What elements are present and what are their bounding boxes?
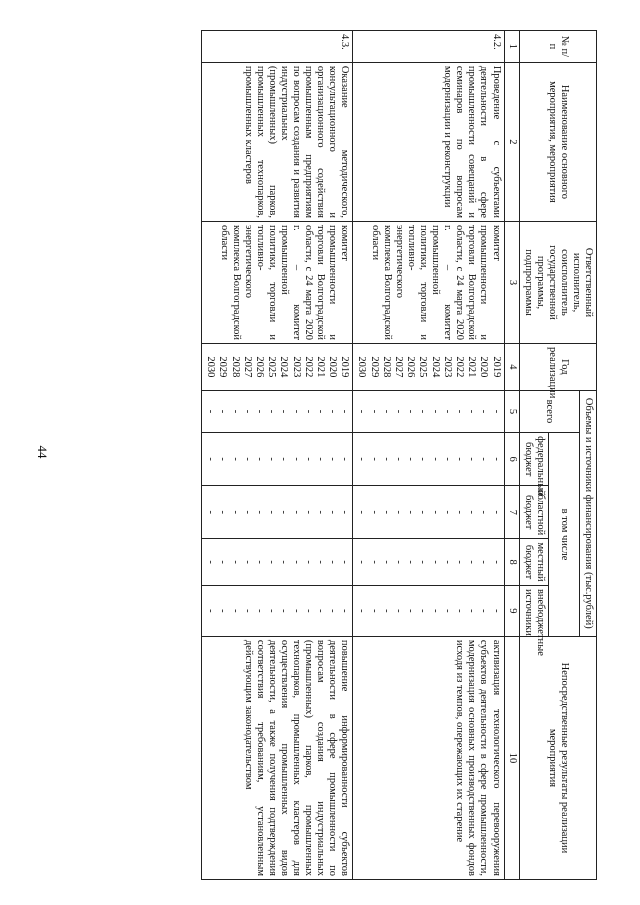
- finance-dash: -: [490, 457, 502, 461]
- finance-dash: -: [356, 510, 368, 514]
- finance-dash: -: [327, 609, 339, 613]
- finance-dash: -: [441, 409, 453, 414]
- col-number: 3: [504, 222, 519, 344]
- year-value: 2025: [417, 356, 429, 378]
- finance-dash: -: [290, 409, 302, 414]
- finance-dash: -: [454, 409, 465, 414]
- finance-dash: -: [429, 560, 441, 564]
- header-incl: в том числе: [548, 433, 579, 637]
- finance-dash: -: [217, 560, 229, 564]
- year-value: 2027: [241, 356, 253, 378]
- finance-dash: -: [380, 409, 392, 414]
- finance-dash: -: [205, 560, 217, 564]
- finance-dash: -: [241, 609, 253, 613]
- finance-dash: -: [241, 560, 253, 564]
- finance-dash: -: [314, 609, 326, 613]
- header-year: Год реализации: [519, 344, 596, 391]
- finance-values: [353, 585, 504, 636]
- year-value: 2020: [478, 356, 490, 378]
- year-value: 2021: [466, 356, 478, 378]
- finance-dash: -: [356, 409, 368, 414]
- finance-dash: -: [368, 560, 380, 564]
- finance-dash: -: [393, 609, 405, 613]
- finance-dash: -: [356, 560, 368, 564]
- col-number: 6: [504, 433, 519, 486]
- finance-dash: -: [490, 609, 502, 613]
- finance-dash: -: [302, 560, 314, 564]
- finance-dash: -: [254, 409, 265, 414]
- finance-dash: -: [405, 409, 417, 414]
- finance-dash: -: [454, 560, 465, 564]
- row-number: 4.2.: [353, 31, 504, 63]
- year-value: 2030: [356, 356, 368, 378]
- finance-dash: -: [478, 457, 490, 461]
- finance-dash: -: [241, 409, 253, 414]
- finance-dash: -: [478, 560, 490, 564]
- finance-dash: -: [478, 609, 490, 613]
- finance-dash: -: [266, 510, 278, 514]
- finance-dash: -: [254, 457, 265, 461]
- col-number: 7: [504, 486, 519, 539]
- year-value: 2024: [278, 356, 290, 378]
- column-number-row: [504, 31, 519, 880]
- finance-dash: -: [393, 457, 405, 461]
- finance-values: [353, 433, 504, 486]
- finance-dash: -: [368, 409, 380, 414]
- page-number: 44: [35, 445, 50, 459]
- finance-dash: -: [266, 609, 278, 613]
- finance-dash: -: [254, 560, 265, 564]
- row-years: [353, 344, 504, 391]
- finance-dash: -: [466, 609, 478, 613]
- finance-values: [202, 539, 353, 586]
- finance-dash: -: [405, 609, 417, 613]
- finance-dash: -: [339, 560, 351, 564]
- finance-dash: -: [302, 457, 314, 461]
- finance-dash: -: [429, 457, 441, 461]
- finance-dash: -: [356, 609, 368, 613]
- col-number: 10: [504, 636, 519, 879]
- finance-dash: -: [278, 409, 290, 414]
- year-value: 2023: [441, 356, 453, 378]
- finance-dash: -: [368, 457, 380, 461]
- header-regional: областной бюджет: [519, 486, 548, 539]
- rotated-table-container: [87, 30, 597, 880]
- year-value: 2028: [229, 356, 241, 378]
- finance-dash: -: [229, 560, 241, 564]
- table-row: [353, 31, 504, 880]
- finance-dash: -: [290, 510, 302, 514]
- finance-dash: -: [205, 510, 217, 514]
- finance-dash: -: [466, 510, 478, 514]
- finance-values: [202, 486, 353, 539]
- header-responsible: Ответственный исполнитель, соисполнитель государственной программы, подпрограммы: [519, 222, 596, 344]
- finance-dash: -: [314, 409, 326, 414]
- finance-dash: -: [278, 560, 290, 564]
- header-federal: федеральный бюджет: [519, 433, 548, 486]
- finance-dash: -: [339, 609, 351, 613]
- finance-dash: -: [217, 510, 229, 514]
- year-value: 2027: [393, 356, 405, 378]
- col-number: 1: [504, 31, 519, 63]
- finance-dash: -: [205, 609, 217, 613]
- finance-values: [353, 539, 504, 586]
- finance-dash: -: [314, 560, 326, 564]
- finance-dash: -: [441, 457, 453, 461]
- header-extra: внебюджетные источники: [519, 585, 548, 636]
- finance-dash: -: [339, 510, 351, 514]
- col-number: 9: [504, 585, 519, 636]
- finance-dash: -: [368, 510, 380, 514]
- finance-dash: -: [290, 560, 302, 564]
- year-value: 2029: [368, 356, 380, 378]
- col-number: 5: [504, 390, 519, 432]
- finance-values: [202, 585, 353, 636]
- finance-dash: -: [368, 609, 380, 613]
- finance-dash: -: [417, 510, 429, 514]
- finance-dash: -: [278, 609, 290, 613]
- row-result: активизация технологического перевооружения субъектов деятельности в сфере промышленности, модернизация основных производственных фондов исходя из темпов, опережающих их старение: [353, 636, 504, 879]
- finance-dash: -: [490, 560, 502, 564]
- year-value: 2023: [290, 356, 302, 378]
- finance-values: [353, 486, 504, 539]
- finance-dash: -: [290, 457, 302, 461]
- finance-dash: -: [478, 510, 490, 514]
- finance-dash: -: [393, 409, 405, 414]
- finance-dash: -: [429, 409, 441, 414]
- finance-values: [202, 433, 353, 486]
- finance-dash: -: [490, 409, 502, 414]
- finance-dash: -: [417, 457, 429, 461]
- col-number: 4: [504, 344, 519, 391]
- year-value: 2026: [254, 356, 265, 378]
- finance-dash: -: [405, 560, 417, 564]
- finance-dash: -: [302, 510, 314, 514]
- finance-dash: -: [466, 409, 478, 414]
- finance-dash: -: [229, 510, 241, 514]
- finance-dash: -: [466, 457, 478, 461]
- finance-dash: -: [278, 510, 290, 514]
- finance-dash: -: [417, 560, 429, 564]
- col-number: 2: [504, 62, 519, 221]
- finance-dash: -: [205, 409, 217, 414]
- year-value: 2019: [490, 356, 502, 378]
- finance-dash: -: [327, 457, 339, 461]
- finance-dash: -: [254, 609, 265, 613]
- finance-dash: -: [302, 609, 314, 613]
- year-value: 2019: [339, 356, 351, 378]
- header-total: всего: [519, 390, 579, 432]
- finance-dash: -: [229, 609, 241, 613]
- finance-dash: -: [380, 560, 392, 564]
- header-local: местный бюджет: [519, 539, 548, 586]
- finance-dash: -: [441, 510, 453, 514]
- finance-dash: -: [241, 457, 253, 461]
- finance-dash: -: [278, 457, 290, 461]
- finance-dash: -: [441, 560, 453, 564]
- year-value: 2022: [302, 356, 314, 378]
- year-value: 2028: [380, 356, 392, 378]
- finance-dash: -: [490, 510, 502, 514]
- header-name: Наименование основного мероприятия, мероприятия: [519, 62, 596, 221]
- row-name: Проведение с субъектами деятельности в сфере промышленности совещаний и семинаров по вопросам модернизации и реконструкции: [353, 62, 504, 221]
- table-row: [202, 31, 353, 880]
- year-value: 2021: [314, 356, 326, 378]
- finance-dash: -: [217, 457, 229, 461]
- table-body: [202, 31, 505, 880]
- row-number: 4.3.: [202, 31, 353, 63]
- finance-dash: -: [314, 510, 326, 514]
- finance-dash: -: [405, 457, 417, 461]
- finance-dash: -: [429, 510, 441, 514]
- finance-dash: -: [393, 560, 405, 564]
- finance-dash: -: [454, 510, 465, 514]
- header-finance: Объемы и источники финансирования (тыс.рублей): [579, 390, 596, 636]
- row-responsible: комитет промышленности и торговли Волгоградской области, с 24 марта 2020 г. – комитет промышленной политики, торговли и топливно-энергетического комплекса Волгоградской области: [202, 222, 353, 344]
- finance-dash: -: [302, 409, 314, 414]
- year-value: 2020: [327, 356, 339, 378]
- finance-dash: -: [454, 609, 465, 613]
- finance-dash: -: [254, 510, 265, 514]
- finance-dash: -: [327, 560, 339, 564]
- finance-dash: -: [229, 409, 241, 414]
- finance-dash: -: [217, 609, 229, 613]
- finance-dash: -: [266, 560, 278, 564]
- finance-dash: -: [454, 457, 465, 461]
- finance-dash: -: [429, 609, 441, 613]
- row-result: повышение информированности субъектов деятельности в сфере промышленности по вопросам создания индустриальных (промышленных) парков, промышленных технопарков, промышленных кластеров для осуществления промышленных видов деятельности, а также получения подтверждения соответствия требованиям, установленным действующим законодательством: [202, 636, 353, 879]
- finance-dash: -: [314, 457, 326, 461]
- finance-dash: -: [393, 510, 405, 514]
- finance-dash: -: [339, 457, 351, 461]
- col-number: 8: [504, 539, 519, 586]
- finance-dash: -: [478, 409, 490, 414]
- finance-values: [353, 390, 504, 432]
- finance-values: [202, 390, 353, 432]
- year-value: 2024: [429, 356, 441, 378]
- finance-dash: -: [266, 409, 278, 414]
- header-results: Непосредственные результаты реализации мероприятия: [519, 636, 596, 879]
- finance-dash: -: [327, 510, 339, 514]
- header-no: № п/п: [519, 31, 596, 63]
- program-table: [201, 30, 597, 880]
- finance-dash: -: [205, 457, 217, 461]
- year-value: 2030: [205, 356, 217, 378]
- year-value: 2022: [454, 356, 465, 378]
- finance-dash: -: [356, 457, 368, 461]
- year-value: 2025: [266, 356, 278, 378]
- finance-dash: -: [441, 609, 453, 613]
- finance-dash: -: [380, 609, 392, 613]
- finance-dash: -: [266, 457, 278, 461]
- finance-dash: -: [241, 510, 253, 514]
- finance-dash: -: [339, 409, 351, 414]
- row-years: [202, 344, 353, 391]
- finance-dash: -: [405, 510, 417, 514]
- finance-dash: -: [290, 609, 302, 613]
- finance-dash: -: [380, 510, 392, 514]
- year-value: 2026: [405, 356, 417, 378]
- finance-dash: -: [466, 560, 478, 564]
- finance-dash: -: [417, 409, 429, 414]
- finance-dash: -: [417, 609, 429, 613]
- finance-dash: -: [380, 457, 392, 461]
- row-responsible: комитет промышленности и торговли Волгоградской области, с 24 марта 2020 г. – комитет промышленной политики, торговли и топливно-энергетического комплекса Волгоградской области: [353, 222, 504, 344]
- year-value: 2029: [217, 356, 229, 378]
- row-name: Оказание методического, консультационного и организационного содействия промышленным предприятиям по вопросам создания и развития индустриальных (промышленных) парков, промышленных технопарков, промышленных кластеров: [202, 62, 353, 221]
- finance-dash: -: [217, 409, 229, 414]
- finance-dash: -: [327, 409, 339, 414]
- finance-dash: -: [229, 457, 241, 461]
